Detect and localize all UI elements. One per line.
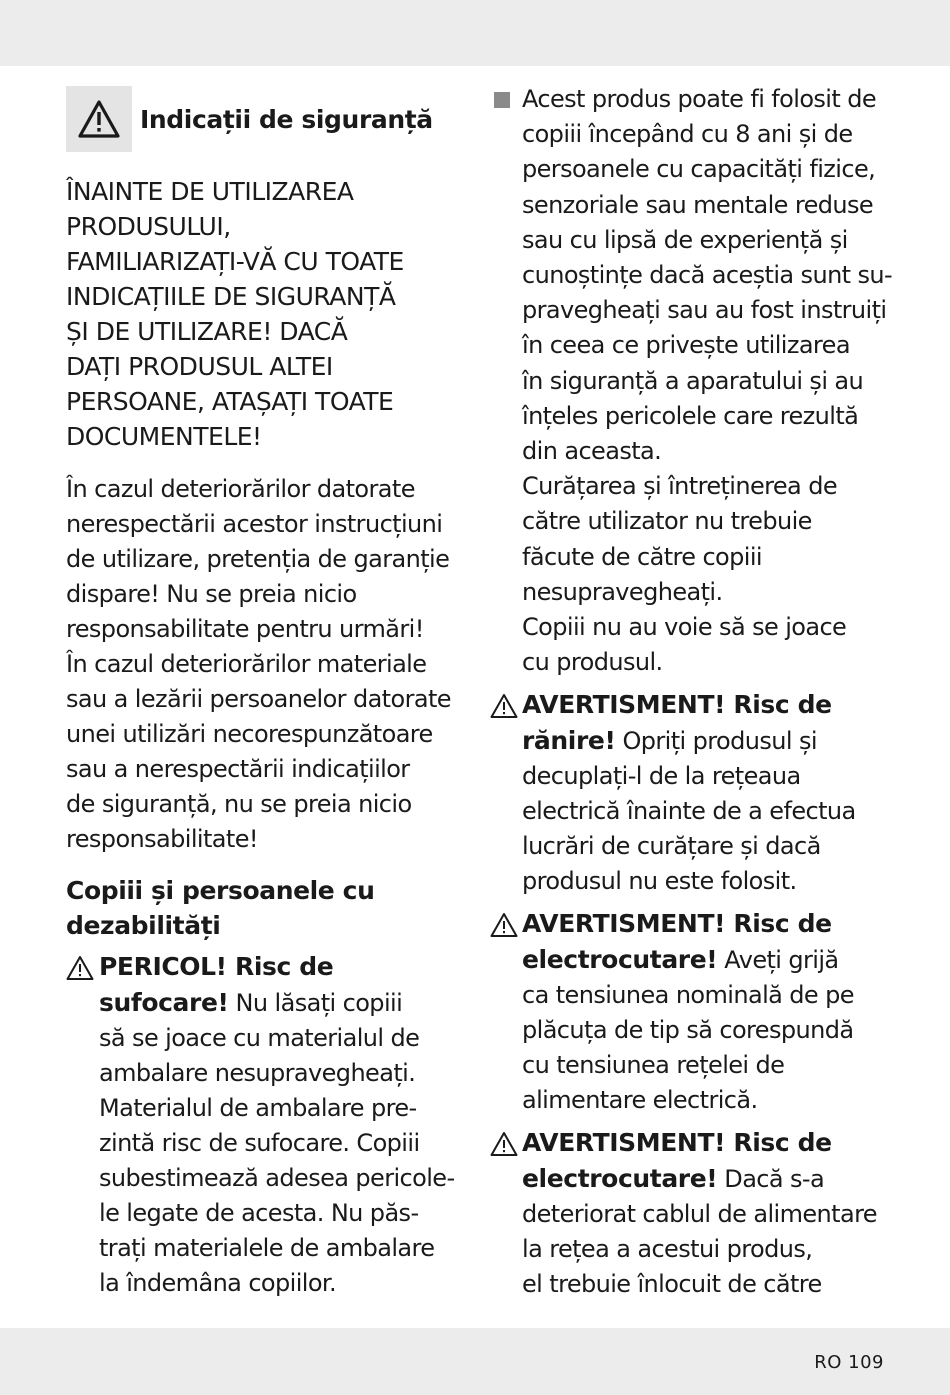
section-heading-line: dezabilități <box>66 911 221 940</box>
bullet-text-line: din aceasta. <box>522 437 662 466</box>
warning-text: la rețea a acestui produs, <box>522 1235 813 1264</box>
bullet-text-line: în ceea ce privește utilizarea <box>522 331 850 360</box>
warning-text-line <box>522 978 892 1013</box>
warning-text: lucrări de curățare și dacă <box>522 832 821 861</box>
children-usage-bullet <box>492 82 892 680</box>
warning-text-line <box>522 1161 892 1197</box>
right-column <box>492 82 892 1302</box>
bullet-text-line: pravegheați sau au fost instruiți <box>522 296 887 325</box>
warning-text-line <box>522 1013 892 1048</box>
warranty-paragraph <box>66 472 466 857</box>
danger-text-line <box>99 949 466 985</box>
bullet-square-icon <box>494 92 510 108</box>
danger-text-line <box>99 1266 466 1301</box>
warning-triangle-icon <box>66 955 94 981</box>
warranty-text-line: nerespectării acestor instrucțiuni <box>66 510 443 538</box>
footer-band <box>0 1328 950 1395</box>
danger-text-line <box>99 985 466 1021</box>
intro-caps-line: FAMILIARIZAȚI-VĂ CU TOATE <box>66 247 404 276</box>
danger-text-line <box>99 1056 466 1091</box>
warning-text-line <box>522 1232 892 1267</box>
warning-text: ambalare nesupravegheați. <box>99 1059 416 1087</box>
bullet-text-line: cu produsul. <box>522 648 663 677</box>
top-margin-band <box>0 0 950 66</box>
warranty-text-line: În cazul deteriorărilor materiale <box>66 650 427 678</box>
bullet-text-line: senzoriale sau mentale reduse <box>522 190 874 219</box>
warning-triangle-icon <box>490 693 518 719</box>
bullet-text-line: sau cu lipsă de experiență și <box>522 225 848 254</box>
warning-text-line <box>522 864 892 899</box>
warning-text-line <box>522 906 892 942</box>
warning-label: sufocare! <box>99 988 229 1017</box>
warning-text: Nu lăsați copiii <box>228 989 403 1017</box>
warning-text: Materialul de ambalare pre- <box>99 1094 417 1122</box>
safety-heading <box>66 86 466 152</box>
danger-text-line <box>99 1196 466 1231</box>
warning-text-line <box>522 1267 892 1302</box>
intro-caps-line: ȘI DE UTILIZARE! DACĂ <box>66 317 348 346</box>
bullet-text-line: făcute de către copiii <box>522 542 762 571</box>
warning-text: deteriorat cablul de alimentare <box>522 1200 877 1229</box>
danger-text-line <box>99 1091 466 1126</box>
section-title: Indicații de siguranță <box>140 104 433 134</box>
warning-triangle-icon <box>66 86 132 152</box>
bullet-text-line: nesupravegheați. <box>522 577 723 606</box>
warning-text-line <box>522 1125 892 1161</box>
warning-text: le legate de acesta. Nu păs- <box>99 1199 419 1227</box>
warranty-text-line: de siguranță, nu se preia nicio <box>66 790 412 818</box>
warning-text-line <box>522 1197 892 1232</box>
warning-text: decuplați-l de la rețeaua <box>522 762 801 791</box>
warning-electrocution-cable-item <box>492 1125 892 1302</box>
warning-text: cu tensiunea rețelei de <box>522 1051 785 1080</box>
bullet-text-line: către utilizator nu trebuie <box>522 507 812 536</box>
warning-text-line <box>522 829 892 864</box>
warranty-text-line: unei utilizări necorespunzătoare <box>66 720 433 748</box>
warning-text: Dacă s-a <box>717 1165 825 1194</box>
bullet-text-line: Acest produs poate fi folosit de <box>522 85 877 113</box>
warning-text: Aveți grijă <box>717 946 839 975</box>
intro-caps-paragraph <box>66 174 466 454</box>
warning-injury-item <box>492 687 892 899</box>
warranty-text-line: de utilizare, pretenția de garanție <box>66 545 450 573</box>
danger-text-line <box>99 1161 466 1196</box>
warning-text: Opriți produsul și <box>615 727 817 756</box>
children-section-heading <box>66 873 466 943</box>
bullet-text-line: în siguranță a aparatului și au <box>522 366 864 395</box>
danger-text-line <box>99 1126 466 1161</box>
warranty-text-line: dispare! Nu se preia nicio <box>66 580 357 608</box>
warning-text: alimentare electrică. <box>522 1086 758 1115</box>
warning-text-line <box>522 794 892 829</box>
warning-text: el trebuie înlocuit de către <box>522 1270 822 1299</box>
warning-text-line <box>522 759 892 794</box>
danger-text-line <box>99 1231 466 1266</box>
warning-electrocution-voltage-item <box>492 906 892 1118</box>
warning-triangle-icon <box>490 912 518 938</box>
warning-text: plăcuța de tip să corespundă <box>522 1016 854 1045</box>
bullet-text-line: Copiii nu au voie să se joace <box>522 613 847 642</box>
section-heading-line: Copiii și persoanele cu <box>66 876 375 905</box>
bullet-text-line: copiii începând cu 8 ani și de <box>522 120 853 149</box>
danger-text-line <box>99 1021 466 1056</box>
warning-text: trați materialele de ambalare <box>99 1234 435 1262</box>
warning-triangle-icon <box>490 1131 518 1157</box>
warranty-text-line: sau a lezării persoanelor datorate <box>66 685 451 713</box>
page-number: RO 109 <box>814 1352 884 1373</box>
bullet-text-line: cunoștințe dacă aceștia sunt su- <box>522 261 893 290</box>
warning-text-line <box>522 942 892 978</box>
warranty-text-line: În cazul deteriorărilor datorate <box>66 475 415 503</box>
warning-label: electrocutare! <box>522 945 718 975</box>
warning-text: la îndemâna copiilor. <box>99 1269 337 1297</box>
warranty-text-line: responsabilitate! <box>66 825 258 853</box>
warning-text-line <box>522 1048 892 1083</box>
warning-label: rănire! <box>522 726 616 756</box>
warning-text-line <box>522 687 892 723</box>
warning-text: să se joace cu materialul de <box>99 1024 420 1052</box>
warning-label: AVERTISMENT! Risc de <box>522 909 832 939</box>
warranty-text-line: responsabilitate pentru urmări! <box>66 615 424 643</box>
warning-text-line <box>522 723 892 759</box>
intro-caps-line: PRODUSULUI, <box>66 212 231 241</box>
warning-label: AVERTISMENT! Risc de <box>522 690 832 720</box>
bullet-text-line: înțeles pericolele care rezultă <box>522 401 859 430</box>
warning-label: AVERTISMENT! Risc de <box>522 1128 832 1158</box>
intro-caps-line: DOCUMENTELE! <box>66 422 262 451</box>
warning-text: subestimează adesea pericole- <box>99 1164 455 1192</box>
warning-label: PERICOL! Risc de <box>99 952 334 981</box>
intro-caps-line: ÎNAINTE DE UTILIZAREA <box>66 177 354 206</box>
warning-text-line <box>522 1083 892 1118</box>
bullet-text-line: persoanele cu capacități fizice, <box>522 155 876 184</box>
warning-text: ca tensiunea nominală de pe <box>522 981 854 1010</box>
danger-suffocation-item <box>66 949 466 1301</box>
intro-caps-line: INDICAȚIILE DE SIGURANȚĂ <box>66 282 396 311</box>
intro-caps-line: DAȚI PRODUSUL ALTEI <box>66 352 333 381</box>
left-column <box>66 86 466 1301</box>
bullet-text-line: Curățarea și întreținerea de <box>522 472 837 501</box>
warning-text: electrică înainte de a efectua <box>522 797 856 826</box>
warranty-text-line: sau a nerespectării indicațiilor <box>66 755 410 783</box>
warning-text: produsul nu este folosit. <box>522 867 797 896</box>
intro-caps-line: PERSOANE, ATAȘAȚI TOATE <box>66 387 394 416</box>
warning-label: electrocutare! <box>522 1164 718 1194</box>
warning-text: zintă risc de sufocare. Copiii <box>99 1129 420 1157</box>
